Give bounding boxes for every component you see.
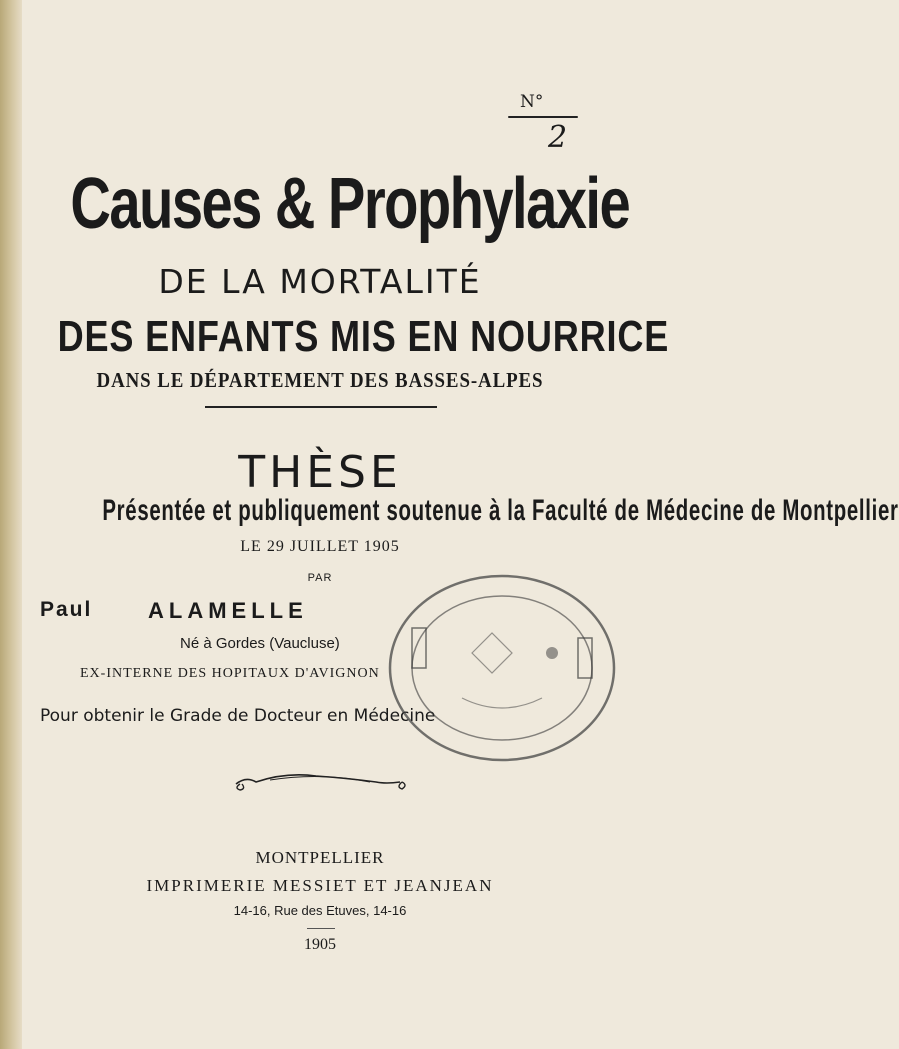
publication-year: 1905 (304, 936, 336, 953)
birth-place: Né à Gordes (Vaucluse) (180, 635, 340, 652)
subtitle-mortality: DE LA MORTALITÉ (158, 262, 482, 301)
shelf-number-sub: 2 (548, 120, 568, 155)
presentation-line: Présentée et publiquement soutenue à la Faculté de Médecine de Montpellier (102, 494, 899, 527)
subtitle-department: DANS LE DÉPARTEMENT DES BASSES-ALPES (96, 368, 544, 392)
publisher-city: MONTPELLIER (255, 848, 385, 867)
degree-line: Pour obtenir le Grade de Docteur en Médecine (40, 706, 436, 726)
author-last-name: ALAMELLE (148, 598, 308, 623)
shelf-number: N° (520, 92, 544, 112)
divider-rule (205, 406, 437, 408)
thesis-heading: THÈSE (238, 447, 402, 498)
printer-name: IMPRIMERIE MESSIET ET JEANJEAN (146, 876, 494, 895)
printer-address: 14-16, Rue des Etuves, 14-16 (233, 903, 407, 918)
small-divider (307, 928, 335, 929)
author-first-name: Paul (40, 598, 93, 621)
library-stamp-icon (352, 558, 622, 768)
shelf-number-underline (508, 116, 578, 118)
par-label: PAR (307, 572, 333, 584)
defense-date: LE 29 JUILLET 1905 (240, 538, 400, 555)
subtitle-children: DES ENFANTS MIS EN NOURRICE (57, 312, 670, 361)
ornament-flourish-icon (230, 772, 410, 794)
main-title: Causes & Prophylaxie (70, 164, 630, 244)
intern-title: EX-INTERNE DES HOPITAUX D'AVIGNON (80, 666, 380, 681)
